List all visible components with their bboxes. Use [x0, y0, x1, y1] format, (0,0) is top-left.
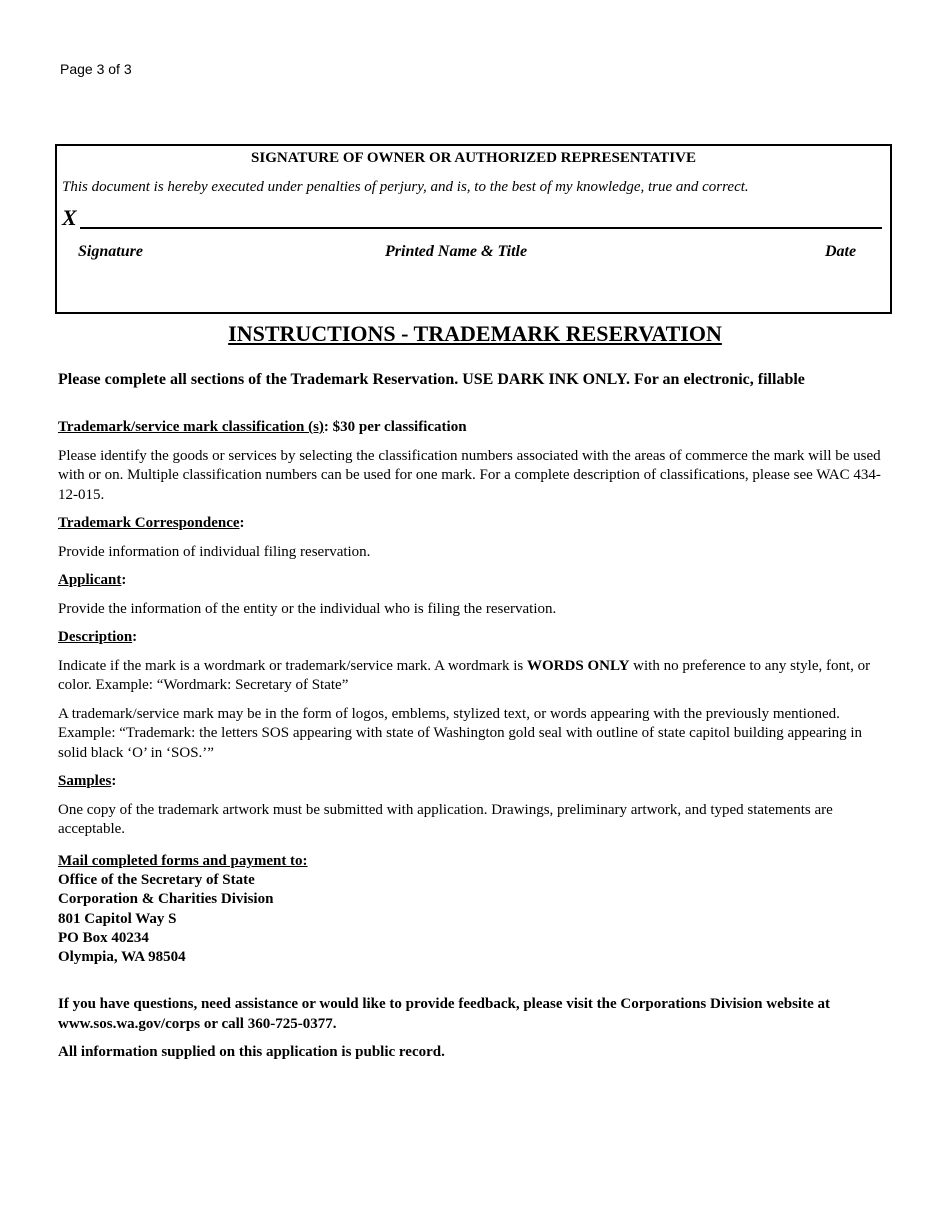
address-line: Office of the Secretary of State	[58, 872, 255, 889]
samples-body: One copy of the trademark artwork must be submitted with application. Drawings, preliminary artwork, and typed statements are acceptable.	[58, 801, 833, 837]
instructions-body	[58, 418, 888, 849]
signature-rule	[80, 227, 882, 229]
description-body-trademark: A trademark/service mark may be in the form of logos, emblems, stylized text, or words appearing with the previously mentioned. Example: “Trademark: the letters SOS appearing with state of Washington gold seal with outline of state capitol building appearing in solid black ‘O’ in ‘SOS.’”	[58, 705, 863, 761]
samples-heading: Samples:	[58, 773, 117, 789]
instructions-title: INSTRUCTIONS - TRADEMARK RESERVATION	[228, 321, 722, 346]
signature-line[interactable]	[62, 203, 882, 233]
address-line: Olympia, WA 98504	[58, 949, 186, 966]
correspondence-body: Provide information of individual filing reservation.	[58, 543, 371, 560]
signature-label: Signature	[78, 243, 143, 260]
applicant-body: Provide the information of the entity or the individual who is filing the reservation.	[58, 600, 557, 617]
mailing-address-block	[58, 852, 308, 967]
questions-note: If you have questions, need assistance or would like to provide feedback, please visit the Corporations Division website at www.sos.wa.gov/corps or call 360-725-0377.	[58, 996, 830, 1032]
address-line: Corporation & Charities Division	[58, 891, 274, 908]
address-line: PO Box 40234	[58, 929, 149, 946]
footer-notes	[58, 995, 888, 1072]
classification-body: Please identify the goods or services by selecting the classification numbers associated with the areas of commerce the mark will be used with or on. Multiple classification numbers can be used for one mark. For a complete description of classifications, please see WAC 434-12-015.	[58, 447, 881, 503]
signature-box	[55, 144, 892, 314]
page-number: Page 3 of 3	[60, 61, 132, 77]
applicant-heading: Applicant:	[58, 572, 127, 588]
signature-heading: SIGNATURE OF OWNER OR AUTHORIZED REPRESENTATIVE	[251, 150, 696, 166]
description-heading: Description:	[58, 629, 138, 645]
mail-heading: Mail completed forms and payment to:	[58, 853, 308, 869]
perjury-statement: This document is hereby executed under penalties of perjury, and is, to the best of my knowledge, true and correct.	[62, 179, 749, 195]
correspondence-heading: Trademark Correspondence:	[58, 515, 245, 531]
printed-name-title-label: Printed Name & Title	[385, 243, 528, 260]
date-label: Date	[825, 243, 857, 260]
address-line: 801 Capitol Way S	[58, 910, 177, 927]
description-body-wordmark: Indicate if the mark is a wordmark or trademark/service mark. A wordmark is WORDS ONLY with no preference to any style, font, or color. Example: “Wordmark: Secretary of State”	[58, 657, 871, 693]
classification-heading: Trademark/service mark classification (s): $30 per classification	[58, 419, 467, 435]
instructions-lead: Please complete all sections of the Trademark Reservation. USE DARK INK ONLY. For an electronic, fillable	[58, 371, 805, 388]
signature-x-mark: X	[62, 205, 77, 230]
public-record-note: All information supplied on this application is public record.	[58, 1044, 445, 1060]
